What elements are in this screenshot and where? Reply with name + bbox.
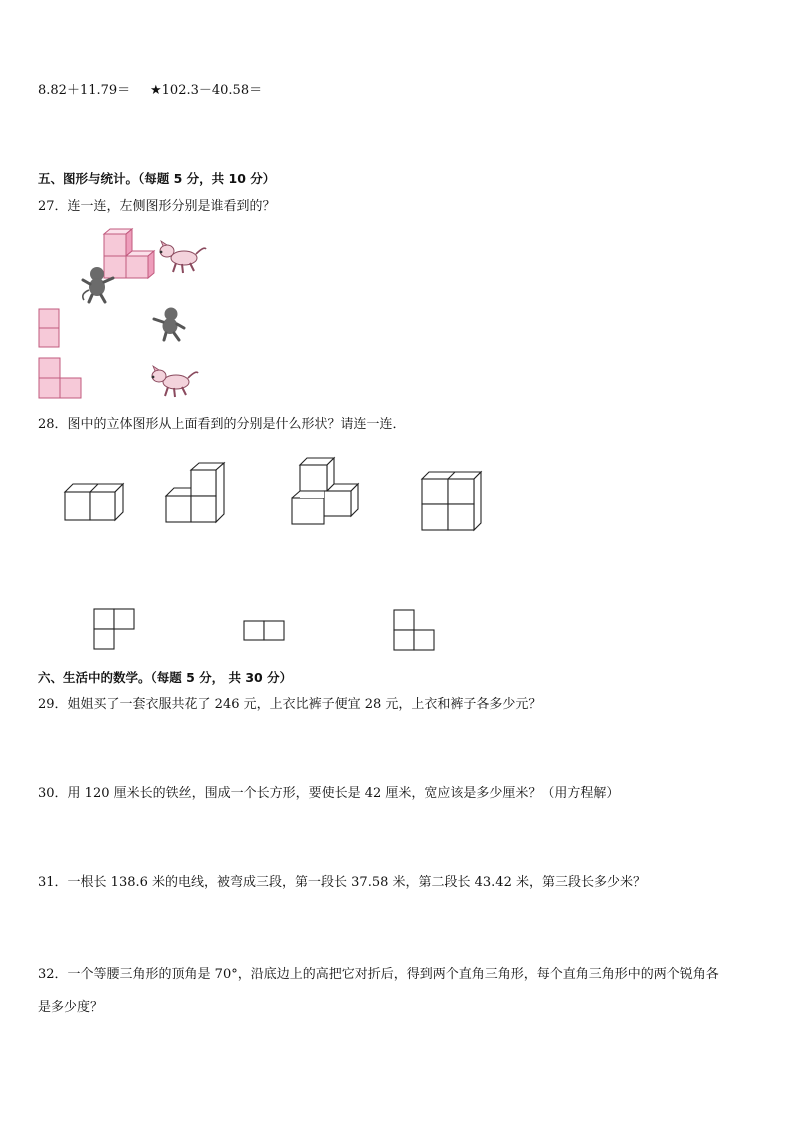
question-28: 28．图中的立体图形从上面看到的分别是什么形状？请连一连．	[38, 417, 406, 432]
monkey-icon	[80, 266, 116, 304]
top-view-shape-2	[243, 620, 287, 642]
question-31: 31．一根长 138.6 米的电线，被弯成三段，第一段长 37.58 米，第二段长 43.42 米，第三段长多少米？	[38, 875, 646, 890]
section-6-heading: 六、生活中的数学。（每题 5 分， 共 30 分）	[38, 670, 293, 685]
question-29: 29．姐姐买了一套衣服共花了 246 元，上衣比裤子便宜 28 元，上衣和裤子各多少元？	[38, 697, 542, 712]
dog-icon-option	[150, 364, 202, 400]
question-30: 30．用 120 厘米长的铁丝，围成一个长方形，要使长是 42 厘米，宽应该是多少厘米？（用方程解）	[38, 786, 620, 801]
top-view-shape-3	[393, 609, 437, 653]
solid-figure-4	[420, 470, 484, 532]
solid-figure-3	[290, 456, 362, 528]
calc-expression-1: 8.82＋11.79＝	[38, 83, 131, 98]
view-shape-1	[38, 308, 62, 350]
dog-icon	[158, 240, 208, 276]
view-shape-2	[38, 357, 84, 401]
calc-expression-2: ★102.3－40.58＝	[150, 83, 263, 98]
solid-figure-2	[165, 462, 227, 524]
question-32-line-2: 是多少度？	[38, 1000, 104, 1015]
monkey-icon-option	[152, 306, 188, 342]
question-27: 27．连一连，左侧图形分别是谁看到的？	[38, 199, 276, 214]
question-32-line-1: 32．一个等腰三角形的顶角是 70°，沿底边上的高把它对折后，得到两个直角三角形，每个直角三角形中的两个锐角各	[38, 967, 719, 982]
section-5-heading: 五、图形与统计。（每题 5 分，共 10 分）	[38, 171, 276, 186]
solid-figure-1	[64, 478, 126, 522]
top-view-shape-1	[93, 608, 137, 652]
